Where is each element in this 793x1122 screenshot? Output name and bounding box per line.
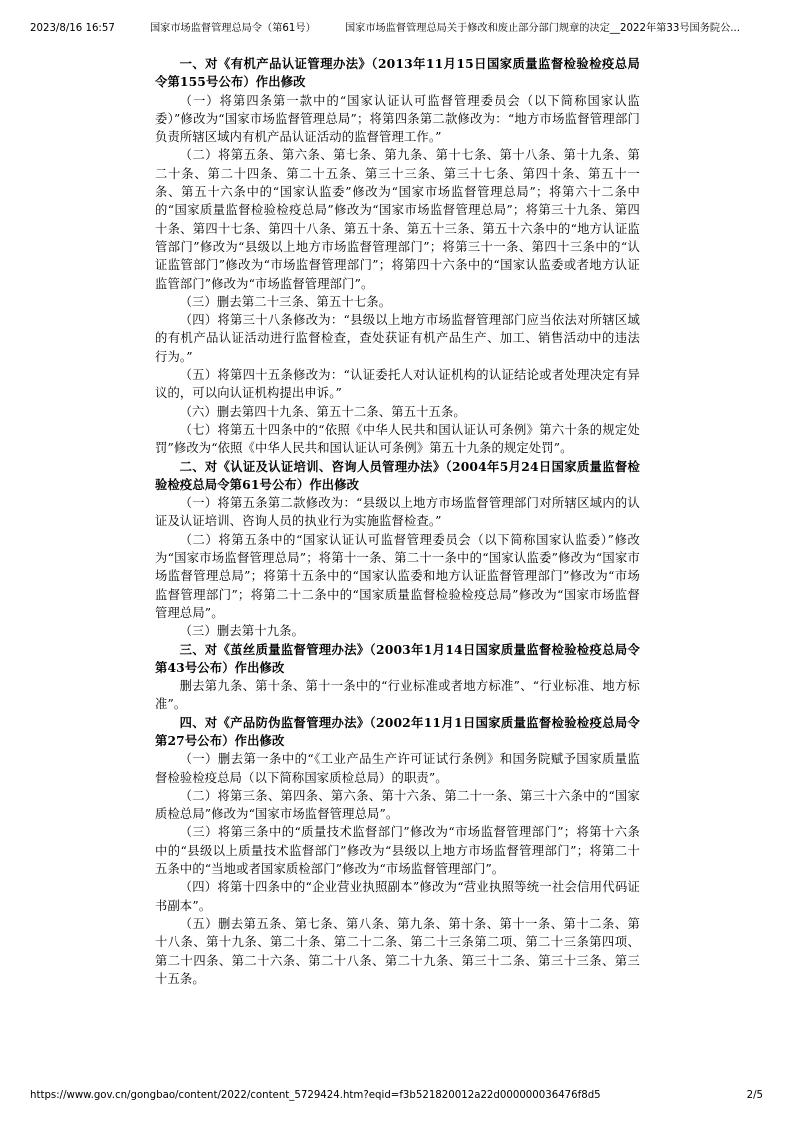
page-number: 2/5 — [746, 1090, 763, 1101]
paragraph: （七）将第五十四条中的“依照《中华人民共和国认证认可条例》第六十条的规定处罚”修改为“依照《中华人民共和国认证认可条例》第五十九条的规定处罚”。 — [155, 422, 640, 456]
print-header — [30, 22, 763, 36]
section-heading: 二、对《认证及认证培训、咨询人员管理办法》（2004年5月24日国家质量监督检验检疫总局令第61号公布）作出修改 — [155, 458, 640, 492]
paragraph: （五）删去第五条、第七条、第八条、第九条、第十条、第十一条、第十二条、第十八条、第十九条、第二十条、第二十二条、第二十三条第二项、第二十三条第四项、第二十四条、第二十六条、第二十八条、第二十九条、第三十二条、第三十三条、第三十五条。 — [155, 916, 640, 986]
paragraph: （四）将第三十八条修改为：“县级以上地方市场监督管理部门应当依法对所辖区域的有机产品认证活动进行监督检查，查处获证有机产品生产、加工、销售活动中的违法行为。” — [155, 313, 640, 364]
print-timestamp: 2023/8/16 16:57 — [30, 23, 115, 34]
paragraph: （一）删去第一条中的“《工业产品生产许可证试行条例》和国务院赋予国家质量监督检验检疫总局（以下简称国家质检总局）的职责”。 — [155, 752, 640, 785]
paragraph: （二）将第三条、第四条、第六条、第十六条、第二十一条、第三十六条中的“国家质检总局”修改为“国家市场监督管理总局”。 — [155, 788, 640, 822]
document-body — [155, 55, 640, 988]
paragraph: （一）将第四条第一款中的“国家认证认可监督管理委员会（以下简称国家认监委）”修改为“国家市场监督管理总局”；将第四条第二款修改为：“地方市场监督管理部门负责所辖区域内有机产品认证活动的监督管理工作。” — [155, 93, 640, 145]
document-title: 国家市场监督管理总局令（第61号） — [150, 23, 316, 34]
paragraph: （六）删去第四十九条、第五十二条、第五十五条。 — [179, 404, 466, 419]
paragraph: （二）将第五条、第六条、第七条、第九条、第十七条、第十八条、第十九条、第二十条、第二十四条、第二十五条、第三十三条、第三十七条、第四十条、第五十一条、第五十六条中的“国家认监委”修改为“国家市场监督管理总局”；将第六十二条中的“国家质量监督检验检疫总局”修改为“国家市场监督管理总局”；将第三十九条、第四十条、第四十七条、第四十八条、第五十条、第五十三条、第五十六条中的“地方认证监管部门”修改为“县级以上地方市场监督管理部门”；将第三十一条、第四十三条中的“认证监管部门”修改为“市场监督管理部门”；将第四十六条中的“国家认监委或者地方认证监管部门”修改为“市场监督管理部门”。 — [155, 148, 640, 291]
paragraph: （二）将第五条中的“国家认证认可监督管理委员会（以下简称国家认监委）”修改为“国家市场监督管理总局”；将第十一条、第二十一条中的“国家认监委”修改为“国家市场监督管理总局”；将第十五条中的“国家认监委和地方认证监督管理部门”修改为“市场监督管理部门”；将第二十二条中的“国家质量监督检验检疫总局”修改为“国家市场监督管理总局”。 — [155, 532, 640, 620]
page-url: https://www.gov.cn/gongbao/content/2022/content_5729424.htm?eqid=f3b521820012a22d000000036476f8d5 — [30, 1090, 601, 1101]
section-heading: 一、对《有机产品认证管理办法》（2013年11月15日国家质量监督检验检疫总局令第155号公布）作出修改 — [155, 56, 640, 90]
paragraph: （四）将第十四条中的“企业营业执照副本”修改为“营业执照等统一社会信用代码证书副本”。 — [155, 880, 640, 913]
paragraph: 删去第九条、第十条、第十一条中的“行业标准或者地方标准”、“行业标准、地方标准”。 — [155, 679, 640, 712]
paragraph: （三）删去第二十三条、第五十七条。 — [179, 294, 392, 309]
paragraph: （三）删去第十九条。 — [179, 624, 305, 639]
section-heading: 三、对《茧丝质量监督管理办法》（2003年1月14日国家质量监督检验检疫总局令第43号公布）作出修改 — [155, 641, 640, 675]
paragraph: （五）将第四十五条修改为：“认证委托人对认证机构的认证结论或者处理决定有异议的，可以向认证机构提出申诉。” — [155, 368, 640, 401]
page-title: 国家市场监督管理总局关于修改和废止部分部门规章的决定__2022年第33号国务院公... — [345, 23, 740, 34]
paragraph: （三）将第三条中的“质量技术监督部门”修改为“市场监督管理部门”；将第十六条中的“县级以上质量技术监督部门”修改为“县级以上地方市场监督管理部门”；将第二十五条中的“当地或者国家质检部门”修改为“市场监督管理部门”。 — [155, 825, 640, 877]
print-footer — [30, 1089, 763, 1103]
section-heading: 四、对《产品防伪监督管理办法》（2002年11月1日国家质量监督检验检疫总局令第27号公布）作出修改 — [155, 714, 640, 748]
paragraph: （一）将第五条第二款修改为：“县级以上地方市场监督管理部门对所辖区域内的认证及认证培训、咨询人员的执业行为实施监督检查。” — [155, 496, 640, 529]
